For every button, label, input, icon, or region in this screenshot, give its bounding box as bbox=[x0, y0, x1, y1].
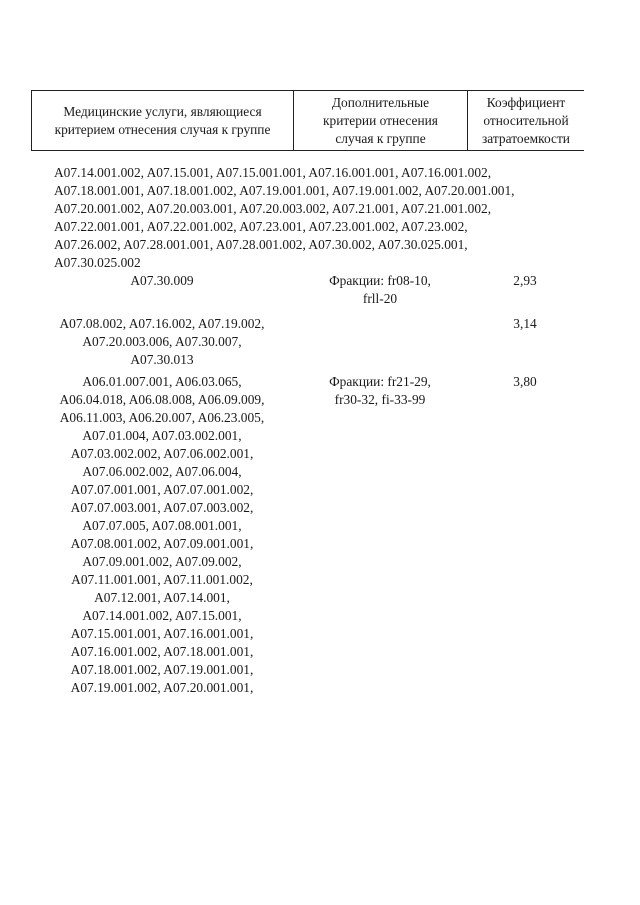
row-2-services: A07.08.002, A07.16.002, A07.19.002, A07.20.003.006, A07.30.007, A07.30.013 bbox=[59, 316, 265, 367]
header-coefficient-label: Коэффициент относительной затратоемкости bbox=[482, 94, 570, 146]
row-1-criteria: Фракции: fr08-10, frll-20 bbox=[329, 273, 431, 306]
row-3-services: A06.01.007.001, A06.03.065, A06.04.018, A06.08.008, A06.09.009, A06.11.003, A06.20.007, A06.23.005, A07.01.004, A07.03.002.001, A07.03.002.002, A07.06.002.001, A07.06.002.002, A07.06.004, A07.07.001.001, A07.07.001.002, A07.07.003.001, A07.07.003.002, A07.07.005, A07.08.001.001, A07.08.001.002, A07.09.001.001, A07.09.001.002, A07.09.002, A07.11.001.001, A07.11.001.002, A07.12.001, A07.14.001, A07.14.001.002, A07.15.001, A07.15.001.001, A07.16.001.001, A07.16.001.002, A07.18.001.001, A07.18.001.002, A07.19.001.001, A07.19.001.002, A07.20.001.001, bbox=[59, 374, 265, 695]
continuation-codes: A07.14.001.002, A07.15.001, A07.15.001.001, A07.16.001.001, A07.16.001.002, A07.18.001.001, A07.18.001.002, A07.19.001.001, A07.19.001.002, A07.20.001.001, A07.20.001.002, A07.20.003.001, A07.20.003.002, A07.21.001, A07.21.001.002, A07.22.001.001, A07.22.001.002, A07.23.001, A07.23.001.002, A07.23.002, A07.26.002, A07.28.001.001, A07.28.001.002, A07.30.002, A07.30.025.001, A07.30.025.002 bbox=[54, 165, 515, 270]
header-services-label: Медицинские услуги, являющиеся критерием отнесения случая к группе bbox=[54, 103, 271, 137]
header-criteria bbox=[294, 91, 468, 150]
row-1-coefficient: 2,93 bbox=[513, 273, 537, 288]
table-header bbox=[31, 90, 584, 151]
header-criteria-label: Дополнительные критерии отнесения случая к группе bbox=[323, 94, 438, 146]
row-1-services: A07.30.009 bbox=[130, 273, 194, 288]
header-coefficient bbox=[468, 91, 584, 150]
row-3-criteria: Фракции: fr21-29, fr30-32, fi-33-99 bbox=[329, 374, 431, 407]
row-2-coefficient: 3,14 bbox=[513, 316, 537, 331]
row-3-coefficient: 3,80 bbox=[513, 374, 537, 389]
header-services bbox=[32, 91, 294, 150]
